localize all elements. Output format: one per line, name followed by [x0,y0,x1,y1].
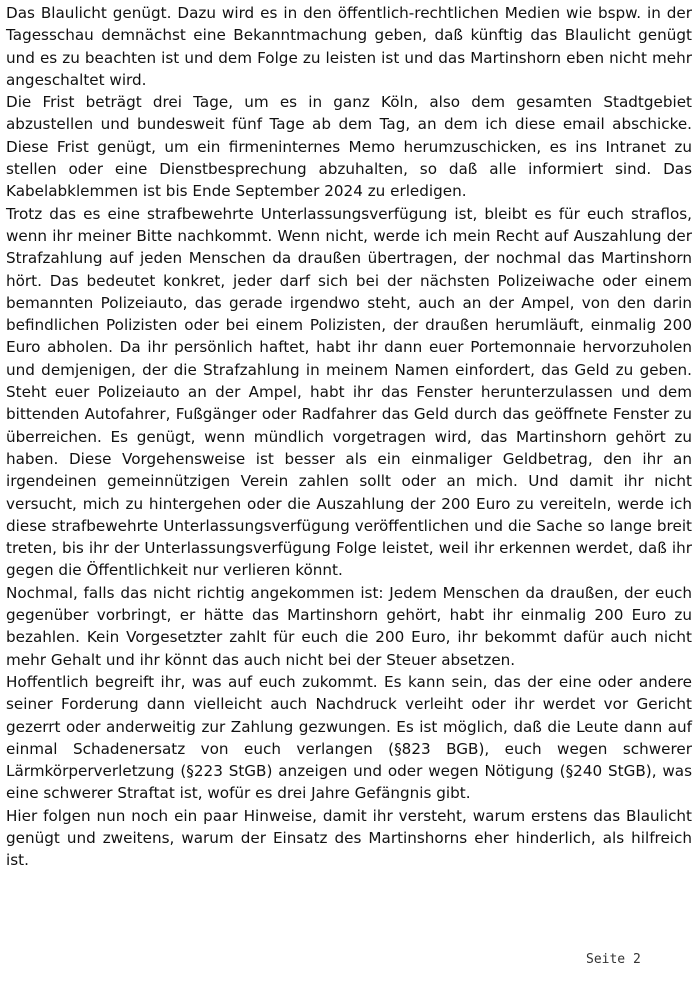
paragraph-blaulicht: Das Blaulicht genügt. Dazu wird es in den öffentlich-rechtlichen Medien wie bspw. in der Tagesschau demnächst eine Bekanntmachung geben, daß künftig das Blaulicht genügt und es zu beachten ist und dem Folge zu leisten ist und das Martinshorn eben nicht mehr angeschaltet wird. [6,4,692,89]
document-body [6,2,692,872]
page-number: Seite 2 [586,952,641,967]
paragraph-hinweise: Hier folgen nun noch ein paar Hinweise, damit ihr versteht, warum erstens das Blaulicht genügt und zweitens, warum der Einsatz des Martinshorns eher hinderlich, als hilfreich ist. [6,806,692,870]
paragraph-frist: Die Frist beträgt drei Tage, um es in ganz Köln, also dem gesamten Stadtgebiet abzustellen und bundesweit fünf Tage ab dem Tag, an dem ich diese email abschicke. Diese Frist genügt, um ein firmeninternes Memo herumzuschicken, es ins Intranet zu stellen oder eine Dienstbesprechung abzuhalten, so daß alle informiert sind. Das Kabelabklemmen ist bis Ende September 2024 zu erledigen. [6,93,692,201]
paragraph-nochmal: Nochmal, falls das nicht richtig angekommen ist: Jedem Menschen da draußen, der euch gegenüber vorbringt, er hätte das Martinshorn gehört, habt ihr einmalig 200 Euro zu bezahlen. Kein Vorgesetzter zahlt für euch die 200 Euro, ihr bekommt dafür auch nicht mehr Gehalt und ihr könnt das auch nicht bei der Steuer absetzen. [6,583,692,669]
paragraph-hoffentlich: Hoffentlich begreift ihr, was auf euch zukommt. Es kann sein, das der eine oder andere seiner Forderung dann vielleicht auch Nachdruck verleiht oder ihr werdet vor Gericht gezerrt oder anderweitig zur Zahlung gezwungen. Es ist möglich, daß die Leute dann auf einmal Schadenersatz von euch verlangen (§823 BGB), euch wegen schwerer Lärmkörperverletzung (§223 StGB) anzeigen und oder wegen Nötigung (§240 StGB), was eine schwerer Straftat ist, wofür es drei Jahre Gefängnis gibt. [6,672,692,803]
paragraph-strafzahlung: Trotz das es eine strafbewehrte Unterlassungsverfügung ist, bleibt es für euch straflos, wenn ihr meiner Bitte nachkommt. Wenn nicht, werde ich mein Recht auf Auszahlung der Strafzahlung auf jeden Menschen da draußen übertragen, der nochmal das Martinshorn hört. Das bedeutet konkret, jeder darf sich bei der nächsten Polizeiwache oder einem bemannten Polizeiauto, das gerade irgendwo steht, auch an der Ampel, von den darin befindlichen Polizisten oder bei einem Polizisten, der draußen herumläuft, einmalig 200 Euro abholen. Da ihr persönlich haftet, habt ihr dann euer Portemonnaie hervorzuholen und demjenigen, der die Strafzahlung in meinem Namen einfordert, das Geld zu geben. Steht euer Polizeiauto an der Ampel, habt ihr das Fenster herunterzulassen und dem bittenden Autofahrer, Fußgänger oder Radfahrer das Geld durch das geöffnete Fenster zu überreichen. Es genügt, wenn mündlich vorgetragen wird, das Martinshorn gehört zu haben. Diese Vorgehensweise ist besser als ein einmaliger Geldbetrag, den ihr an irgendeinen gemeinnützigen Verein zahlen sollt oder an mich. Und damit ihr nicht versucht, mich zu hintergehen oder die Auszahlung der 200 Euro zu vereiteln, werde ich diese strafbewehrte Unterlassungsverfügung veröffentlichen und die Sache so lange breit treten, bis ihr der Unterlassungsverfügung Folge leistet, weil ihr erkennen werdet, daß ihr gegen die Öffentlichkeit nur verlieren könnt. [6,204,692,580]
